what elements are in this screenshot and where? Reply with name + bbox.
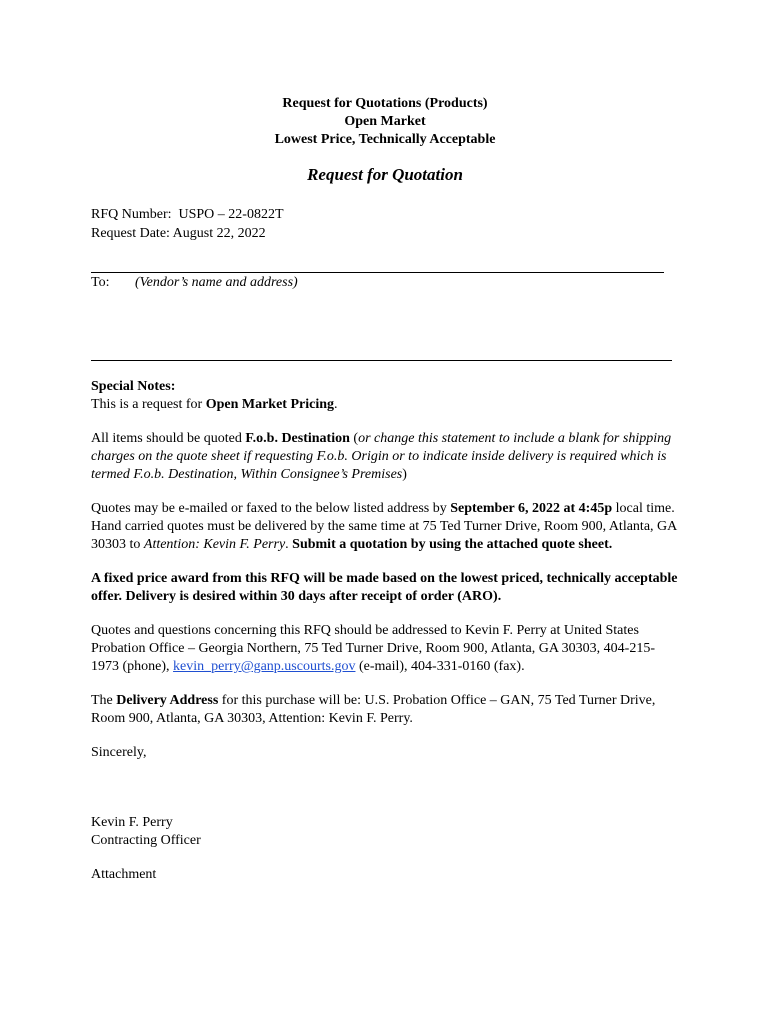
document-title: Request for Quotation: [307, 165, 463, 184]
fob-paragraph: [91, 430, 681, 484]
to-label: To:: [91, 275, 110, 290]
vendor-placeholder: (Vendor’s name and address): [135, 275, 298, 290]
rfq-number-line: [91, 205, 284, 224]
rfq-meta: [91, 205, 284, 243]
request-date-line: [91, 224, 284, 243]
attachment-note: Attachment: [91, 867, 157, 882]
request-date-value: August 22, 2022: [172, 226, 266, 241]
fob-instructions: or change this statement to include a blank for shipping charges on the quote sheet if requesting F.o.b. Origin or to indicate inside delivery is required which is termed F.o.b. Destination, Within Consignee’s Premises: [91, 431, 672, 482]
contact-text-a: Quotes and questions concerning this RFQ should be addressed to Kevin F. Perry at United States Probation Office – Georgia Northern, 75 Ted Turner Drive, Room 900, Atlanta, GA 30303, 404-215-1973 (phone),: [91, 623, 656, 674]
signature-title: Contracting Officer: [91, 833, 201, 848]
closing: Sincerely,: [91, 745, 147, 760]
quotes-submit-instruction: Submit a quotation by using the attached quote sheet.: [292, 537, 613, 552]
delivery-address-label: Delivery Address: [116, 693, 219, 708]
signature-name: Kevin F. Perry: [91, 815, 173, 830]
open-market-pricing: Open Market Pricing: [205, 397, 335, 412]
header-line-2: Open Market: [344, 114, 426, 129]
to-line: [91, 274, 298, 292]
divider-top: [91, 272, 664, 273]
special-notes-paragraph: [91, 378, 681, 414]
letter-body: [91, 378, 681, 900]
request-date-label: Request Date:: [91, 226, 170, 241]
divider-bottom: [91, 360, 672, 361]
fob-paren-open: (: [349, 431, 359, 446]
signature-space: [91, 778, 681, 814]
quotes-attention: Attention: Kevin F. Perry: [143, 537, 286, 552]
contact-paragraph: [91, 622, 681, 676]
email-link[interactable]: kevin_perry@ganp.uscourts.gov: [173, 659, 356, 674]
quotes-paragraph: [91, 500, 681, 554]
delivery-text-c: for this purchase will be: U.S. Probation Office – GAN, 75 Ted Turner Drive, Room 900, Atlanta, GA 30303, Attention: Kevin F. Perry.: [91, 693, 656, 726]
rfq-number-label: RFQ Number:: [91, 207, 172, 222]
special-notes-heading: Special Notes:: [91, 379, 176, 394]
delivery-text-a: The: [91, 693, 117, 708]
rfq-number-value: USPO – 22-0822T: [178, 207, 284, 222]
header-line-1: Request for Quotations (Products): [282, 96, 488, 111]
fob-text-a: All items should be quoted: [91, 431, 246, 446]
fob-paren-close: ): [402, 467, 407, 482]
award-paragraph: A fixed price award from this RFQ will be made based on the lowest priced, technically acceptable offer. Delivery is desired within 30 days after receipt of order (ARO).: [91, 571, 678, 604]
fob-destination: F.o.b. Destination: [245, 431, 350, 446]
signature-block: [91, 814, 681, 850]
quotes-deadline: September 6, 2022 at 4:45p: [450, 501, 613, 516]
document-header: [0, 95, 770, 149]
special-notes-period: .: [334, 397, 338, 412]
header-line-3: Lowest Price, Technically Acceptable: [274, 132, 496, 147]
quotes-text-e: .: [285, 537, 293, 552]
quotes-text-a: Quotes may be e-mailed or faxed to the below listed address by: [91, 501, 451, 516]
quotes-text-c: local time. Hand carried quotes must be delivered by the same time at 75 Ted Turner Drive, Room 900, Atlanta, GA 30303 to: [91, 501, 677, 552]
delivery-paragraph: [91, 692, 681, 728]
contact-text-b: (e-mail), 404-331-0160 (fax).: [355, 659, 525, 674]
special-notes-text: This is a request for: [91, 397, 206, 412]
